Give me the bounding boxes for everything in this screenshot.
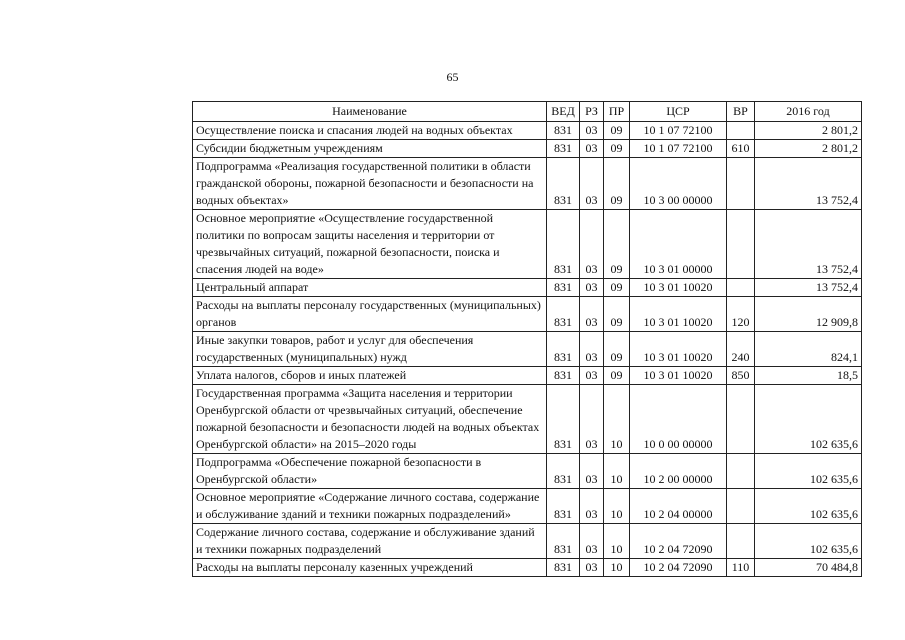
cell-csr: 10 3 00 00000 [630, 158, 727, 210]
cell-vr [727, 524, 755, 559]
cell-csr: 10 3 01 10020 [630, 297, 727, 332]
cell-ved: 831 [547, 122, 580, 140]
cell-pr: 10 [604, 524, 630, 559]
cell-ved: 831 [547, 297, 580, 332]
cell-vr: 120 [727, 297, 755, 332]
cell-ved: 831 [547, 454, 580, 489]
cell-amount: 102 635,6 [755, 454, 862, 489]
table-row [193, 297, 862, 332]
cell-rz: 03 [580, 210, 604, 279]
cell-name: Основное мероприятие «Содержание личного состава, содержание и обслуживание зданий и техники пожарных подразделений» [193, 489, 547, 524]
cell-amount: 2 801,2 [755, 122, 862, 140]
cell-vr: 110 [727, 559, 755, 577]
cell-amount: 102 635,6 [755, 524, 862, 559]
cell-pr: 09 [604, 367, 630, 385]
cell-name: Осуществление поиска и спасания людей на водных объектах [193, 122, 547, 140]
cell-name: Центральный аппарат [193, 279, 547, 297]
cell-name: Основное мероприятие «Осуществление государственной политики по вопросам защиты населения и территории от чрезвычайных ситуаций, пожарной безопасности, поиска и спасения людей на воде» [193, 210, 547, 279]
cell-rz: 03 [580, 122, 604, 140]
cell-csr: 10 3 01 10020 [630, 332, 727, 367]
cell-csr: 10 2 04 72090 [630, 524, 727, 559]
cell-amount: 13 752,4 [755, 279, 862, 297]
cell-vr [727, 279, 755, 297]
col-header-rz: РЗ [580, 102, 604, 122]
page-number: 65 [446, 70, 459, 84]
cell-amount: 12 909,8 [755, 297, 862, 332]
cell-vr: 850 [727, 367, 755, 385]
col-header-ved: ВЕД [547, 102, 580, 122]
cell-vr [727, 385, 755, 454]
col-header-csr: ЦСР [630, 102, 727, 122]
cell-pr: 09 [604, 210, 630, 279]
cell-vr [727, 158, 755, 210]
cell-vr [727, 122, 755, 140]
cell-rz: 03 [580, 489, 604, 524]
cell-pr: 09 [604, 297, 630, 332]
cell-amount: 2 801,2 [755, 140, 862, 158]
table-row [193, 559, 862, 577]
header-row [193, 102, 862, 122]
cell-ved: 831 [547, 279, 580, 297]
cell-csr: 10 3 01 00000 [630, 210, 727, 279]
cell-pr: 09 [604, 158, 630, 210]
cell-amount: 18,5 [755, 367, 862, 385]
cell-pr: 09 [604, 279, 630, 297]
cell-amount: 13 752,4 [755, 158, 862, 210]
cell-amount: 824,1 [755, 332, 862, 367]
cell-ved: 831 [547, 210, 580, 279]
cell-ved: 831 [547, 158, 580, 210]
cell-name: Субсидии бюджетным учреждениям [193, 140, 547, 158]
table-row [193, 122, 862, 140]
cell-pr: 10 [604, 454, 630, 489]
col-header-vr: ВР [727, 102, 755, 122]
cell-csr: 10 0 00 00000 [630, 385, 727, 454]
table-row [193, 367, 862, 385]
table-row [193, 454, 862, 489]
cell-rz: 03 [580, 454, 604, 489]
cell-pr: 10 [604, 385, 630, 454]
cell-name: Содержание личного состава, содержание и обслуживание зданий и техники пожарных подразделений [193, 524, 547, 559]
table-row [193, 158, 862, 210]
cell-rz: 03 [580, 279, 604, 297]
cell-ved: 831 [547, 140, 580, 158]
cell-name: Подпрограмма «Обеспечение пожарной безопасности в Оренбургской области» [193, 454, 547, 489]
cell-pr: 10 [604, 559, 630, 577]
cell-vr: 240 [727, 332, 755, 367]
col-header-year: 2016 год [755, 102, 862, 122]
cell-vr [727, 489, 755, 524]
cell-amount: 102 635,6 [755, 489, 862, 524]
cell-csr: 10 3 01 10020 [630, 279, 727, 297]
cell-name: Подпрограмма «Реализация государственной политики в области гражданской обороны, пожарной безопасности и безопасности на водных объектах» [193, 158, 547, 210]
cell-ved: 831 [547, 489, 580, 524]
table-row [193, 140, 862, 158]
cell-csr: 10 1 07 72100 [630, 140, 727, 158]
budget-table [192, 101, 862, 577]
table-row [193, 524, 862, 559]
cell-rz: 03 [580, 385, 604, 454]
col-header-pr: ПР [604, 102, 630, 122]
table-row [193, 332, 862, 367]
table-row [193, 210, 862, 279]
table-row [193, 279, 862, 297]
cell-csr: 10 2 00 00000 [630, 454, 727, 489]
cell-vr: 610 [727, 140, 755, 158]
cell-name: Расходы на выплаты персоналу казенных учреждений [193, 559, 547, 577]
cell-rz: 03 [580, 332, 604, 367]
cell-csr: 10 1 07 72100 [630, 122, 727, 140]
cell-amount: 70 484,8 [755, 559, 862, 577]
cell-pr: 09 [604, 332, 630, 367]
cell-ved: 831 [547, 332, 580, 367]
col-header-name: Наименование [193, 102, 547, 122]
table-row [193, 489, 862, 524]
cell-rz: 03 [580, 140, 604, 158]
cell-rz: 03 [580, 367, 604, 385]
cell-rz: 03 [580, 297, 604, 332]
cell-rz: 03 [580, 158, 604, 210]
cell-amount: 102 635,6 [755, 385, 862, 454]
cell-pr: 10 [604, 489, 630, 524]
cell-rz: 03 [580, 524, 604, 559]
cell-vr [727, 210, 755, 279]
table-row [193, 385, 862, 454]
cell-pr: 09 [604, 122, 630, 140]
cell-pr: 09 [604, 140, 630, 158]
cell-name: Государственная программа «Защита населения и территории Оренбургской области от чрезвычайных ситуаций, обеспечение пожарной безопасности и безопасности людей на водных объектах Оренбургской области» на 2015–2020 годы [193, 385, 547, 454]
cell-ved: 831 [547, 524, 580, 559]
cell-ved: 831 [547, 367, 580, 385]
cell-ved: 831 [547, 385, 580, 454]
cell-ved: 831 [547, 559, 580, 577]
cell-vr [727, 454, 755, 489]
cell-csr: 10 2 04 72090 [630, 559, 727, 577]
cell-name: Расходы на выплаты персоналу государственных (муниципальных) органов [193, 297, 547, 332]
cell-csr: 10 2 04 00000 [630, 489, 727, 524]
cell-name: Уплата налогов, сборов и иных платежей [193, 367, 547, 385]
cell-csr: 10 3 01 10020 [630, 367, 727, 385]
cell-name: Иные закупки товаров, работ и услуг для обеспечения государственных (муниципальных) нужд [193, 332, 547, 367]
cell-amount: 13 752,4 [755, 210, 862, 279]
cell-rz: 03 [580, 559, 604, 577]
